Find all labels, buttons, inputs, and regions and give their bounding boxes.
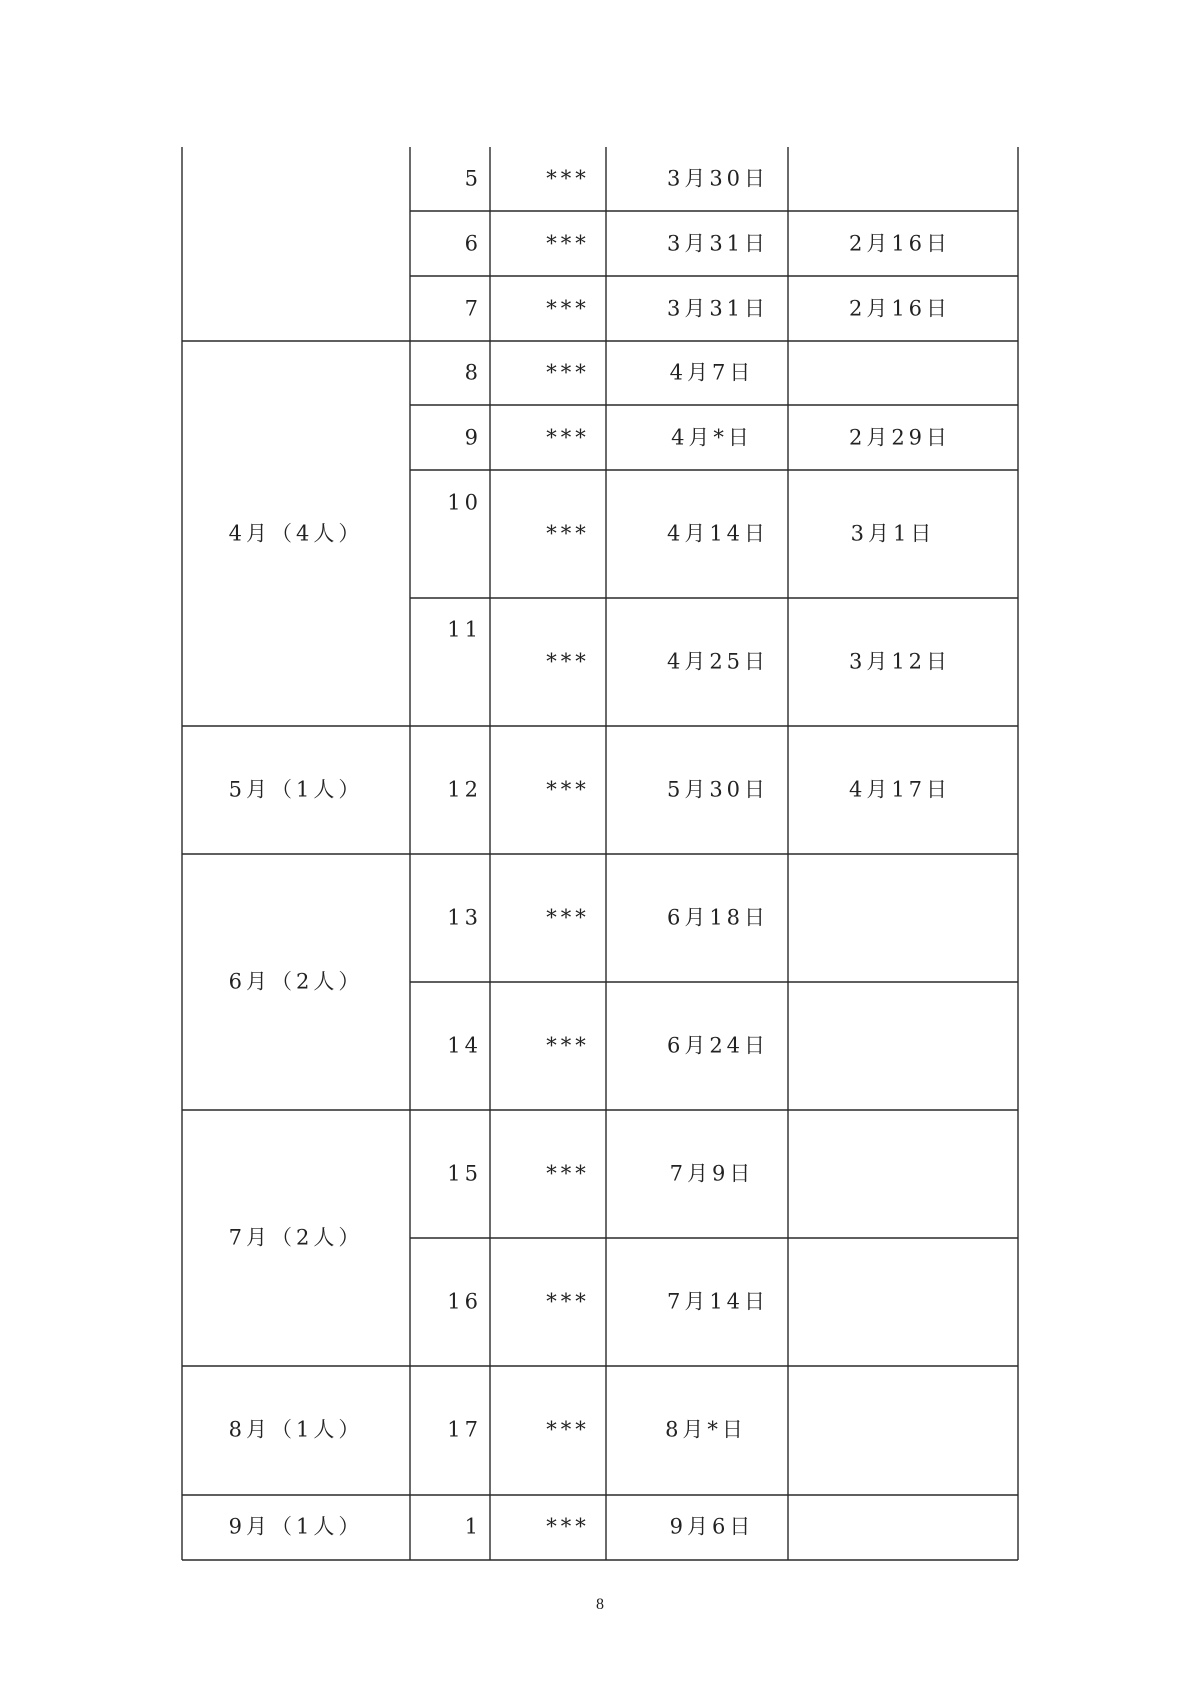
row-number: 8 xyxy=(464,360,482,385)
row-name: *** xyxy=(546,649,590,674)
row-number: 15 xyxy=(447,1161,482,1186)
row-name: *** xyxy=(546,1514,590,1539)
row-date-1: 9月6日 xyxy=(669,1514,755,1539)
row-name: *** xyxy=(546,905,590,930)
row-name: *** xyxy=(546,1161,590,1186)
row-date-2: 3月12日 xyxy=(848,649,952,674)
row-date-1: 7月14日 xyxy=(666,1289,770,1314)
row-number: 16 xyxy=(447,1289,482,1314)
row-date-2: 3月1日 xyxy=(850,521,936,546)
row-name: *** xyxy=(546,231,590,256)
group-label-april: 4月（4人） xyxy=(228,521,364,546)
row-number: 13 xyxy=(447,905,482,930)
row-name: *** xyxy=(546,425,590,450)
row-number: 5 xyxy=(464,166,482,191)
group-label-may: 5月（1人） xyxy=(228,777,364,802)
row-name: *** xyxy=(546,1033,590,1058)
row-name: *** xyxy=(546,296,590,321)
row-date-1: 4月25日 xyxy=(666,649,770,674)
row-date-2: 2月16日 xyxy=(848,231,952,256)
row-date-1: 3月31日 xyxy=(666,231,770,256)
row-number: 9 xyxy=(464,425,482,450)
group-label-september: 9月（1人） xyxy=(228,1514,364,1539)
row-date-2: 2月29日 xyxy=(848,425,952,450)
row-name: *** xyxy=(546,1417,590,1442)
row-name: *** xyxy=(546,360,590,385)
row-date-1: 7月9日 xyxy=(669,1161,755,1186)
row-number: 6 xyxy=(464,231,482,256)
row-number: 17 xyxy=(447,1417,482,1442)
row-date-1: 4月7日 xyxy=(669,360,755,385)
row-date-1: 6月18日 xyxy=(666,905,770,930)
row-name: *** xyxy=(546,166,590,191)
row-name: *** xyxy=(546,777,590,802)
row-number: 14 xyxy=(447,1033,482,1058)
row-number: 10 xyxy=(447,490,482,515)
row-date-1: 4月14日 xyxy=(666,521,770,546)
row-date-1: 8月*日 xyxy=(665,1417,747,1442)
group-label-august: 8月（1人） xyxy=(228,1417,364,1442)
row-name: *** xyxy=(546,521,590,546)
row-number: 1 xyxy=(464,1514,482,1539)
row-date-2: 4月17日 xyxy=(848,777,952,802)
row-date-1: 3月31日 xyxy=(666,296,770,321)
row-name: *** xyxy=(546,1289,590,1314)
group-label-june: 6月（2人） xyxy=(228,969,364,994)
row-date-1: 5月30日 xyxy=(666,777,770,802)
row-date-2: 2月16日 xyxy=(848,296,952,321)
row-date-1: 3月30日 xyxy=(666,166,770,191)
row-date-1: 6月24日 xyxy=(666,1033,770,1058)
row-date-1: 4月*日 xyxy=(671,425,753,450)
group-label-july: 7月（2人） xyxy=(228,1225,364,1250)
page-number: 8 xyxy=(596,1596,604,1613)
row-number: 12 xyxy=(447,777,482,802)
row-number: 11 xyxy=(447,617,482,642)
row-number: 7 xyxy=(464,296,482,321)
